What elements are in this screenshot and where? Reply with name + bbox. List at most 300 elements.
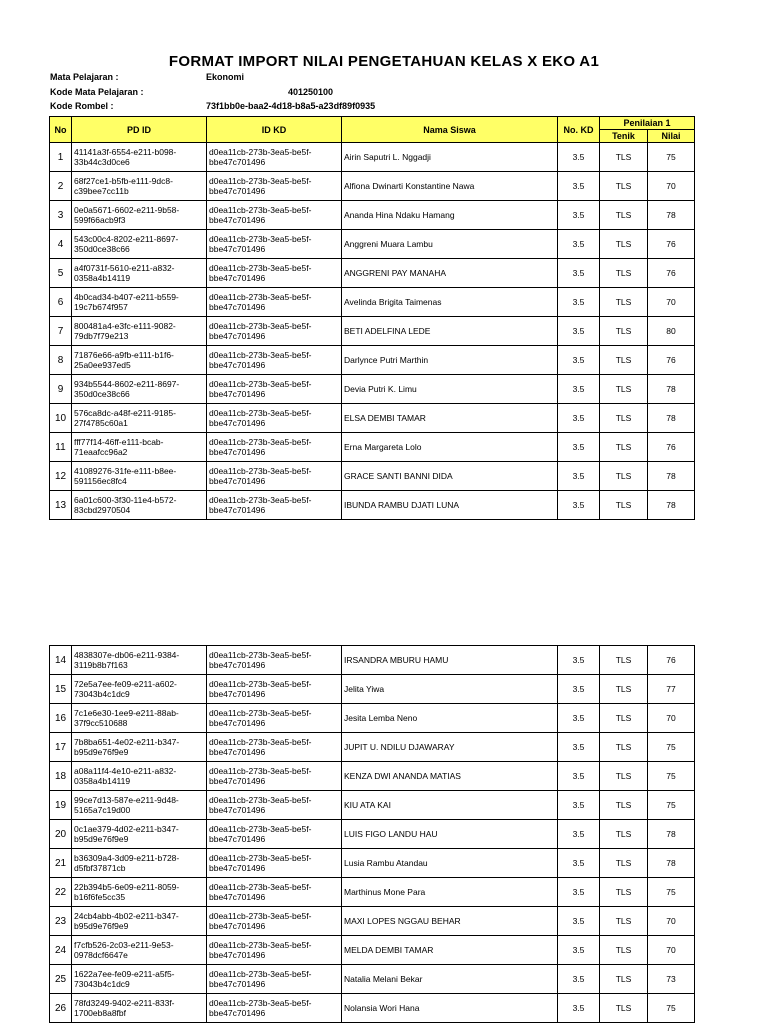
row-tenik: TLS [600,965,648,994]
table-row [50,230,695,259]
row-nama: GRACE SANTI BANNI DIDA [342,462,558,491]
row-pd-id [72,433,207,462]
pd-id-part2: 27f4785c60a1 [74,418,128,428]
row-nilai: 78 [648,404,695,433]
id-kd-part2: bbe47c701496 [209,921,266,931]
id-kd-part1: d0ea11cb-273b-3ea5-be5f- [209,708,312,718]
row-nama: Lusia Rambu Atandau [342,849,558,878]
row-id-kd [207,646,342,675]
row-tenik: TLS [600,433,648,462]
row-pd-id [72,936,207,965]
pd-id-part2: 591156ec8fc4 [74,476,127,486]
row-nama: LUIS FIGO LANDU HAU [342,820,558,849]
row-nilai: 78 [648,375,695,404]
row-pd-id [72,346,207,375]
id-kd-part2: bbe47c701496 [209,776,266,786]
row-nilai: 70 [648,907,695,936]
pd-id-part1: 7b8ba651-4e02-e211-b347- [74,737,180,747]
header-no: No [50,117,72,143]
row-no-kd: 3.5 [558,259,600,288]
row-no-kd: 3.5 [558,172,600,201]
row-pd-id [72,172,207,201]
id-kd-part2: bbe47c701496 [209,476,266,486]
row-pd-id [72,849,207,878]
pd-id-part2: 599f66acb9f3 [74,215,126,225]
pd-id-part2: 83cbd2970504 [74,505,131,515]
row-no: 3 [50,201,72,230]
row-no-kd: 3.5 [558,317,600,346]
row-pd-id [72,375,207,404]
table-row [50,675,695,704]
row-no: 12 [50,462,72,491]
row-nama: Jelita Yiwa [342,675,558,704]
row-no-kd: 3.5 [558,733,600,762]
row-nilai: 78 [648,201,695,230]
id-kd-part1: d0ea11cb-273b-3ea5-be5f- [209,795,312,805]
row-nilai: 70 [648,172,695,201]
row-nilai: 75 [648,994,695,1023]
header-pd-id: PD ID [72,117,207,143]
id-kd-part2: bbe47c701496 [209,157,266,167]
row-pd-id [72,143,207,172]
header-nama: Nama Siswa [342,117,558,143]
pd-id-part2: 33b44c3d0ce6 [74,157,130,167]
row-id-kd [207,791,342,820]
pd-id-part1: 78fd3249-9402-e211-833f- [74,998,175,1008]
row-no: 19 [50,791,72,820]
row-pd-id [72,462,207,491]
row-tenik: TLS [600,317,648,346]
pd-id-part1: b36309a4-3d09-e211-b728- [74,853,180,863]
id-kd-part1: d0ea11cb-273b-3ea5-be5f- [209,147,312,157]
row-pd-id [72,201,207,230]
row-id-kd [207,259,342,288]
id-kd-part1: d0ea11cb-273b-3ea5-be5f- [209,292,312,302]
row-nama: Darlynce Putri Marthin [342,346,558,375]
row-pd-id [72,491,207,520]
header-nilai: Nilai [648,130,695,143]
row-nama: Nolansia Wori Hana [342,994,558,1023]
row-tenik: TLS [600,704,648,733]
row-tenik: TLS [600,646,648,675]
row-id-kd [207,878,342,907]
mapel-label: Mata Pelajaran : [50,72,119,82]
row-tenik: TLS [600,201,648,230]
row-nama: ANGGRENI PAY MANAHA [342,259,558,288]
table-row [50,375,695,404]
row-tenik: TLS [600,491,648,520]
row-nilai: 78 [648,462,695,491]
row-pd-id [72,404,207,433]
kode-rombel-label: Kode Rombel : [50,101,114,111]
row-no: 16 [50,704,72,733]
row-nilai: 75 [648,791,695,820]
row-nilai: 77 [648,675,695,704]
row-nama: IRSANDRA MBURU HAMU [342,646,558,675]
page-title: FORMAT IMPORT NILAI PENGETAHUAN KELAS X EKO A1 [168,53,600,70]
row-id-kd [207,462,342,491]
row-tenik: TLS [600,733,648,762]
pd-id-part2: 5165a7c19d00 [74,805,131,815]
row-no-kd: 3.5 [558,965,600,994]
row-no: 11 [50,433,72,462]
id-kd-part2: bbe47c701496 [209,689,266,699]
pd-id-part2: 37f9cc510688 [74,718,128,728]
row-nilai: 75 [648,143,695,172]
row-nama: MELDA DEMBI TAMAR [342,936,558,965]
row-pd-id [72,878,207,907]
row-no-kd: 3.5 [558,646,600,675]
id-kd-part1: d0ea11cb-273b-3ea5-be5f- [209,969,312,979]
row-id-kd [207,675,342,704]
table-row [50,259,695,288]
row-id-kd [207,820,342,849]
row-nama: Jesita Lemba Neno [342,704,558,733]
row-nama: Airin Saputri L. Nggadji [342,143,558,172]
table-row [50,733,695,762]
table-row [50,878,695,907]
row-pd-id [72,259,207,288]
row-tenik: TLS [600,820,648,849]
pd-id-part2: 73043b4c1dc9 [74,689,130,699]
pd-id-part2: 19c7b674f957 [74,302,128,312]
row-no: 10 [50,404,72,433]
row-pd-id [72,791,207,820]
pd-id-part1: 71876e66-a9fb-e111-b1f6- [74,350,174,360]
row-pd-id [72,288,207,317]
row-pd-id [72,762,207,791]
row-no-kd: 3.5 [558,375,600,404]
kode-mapel-value: 401250100 [288,87,334,97]
table-row [50,704,695,733]
row-no: 6 [50,288,72,317]
row-no: 22 [50,878,72,907]
row-no: 15 [50,675,72,704]
row-tenik: TLS [600,462,648,491]
row-nama: KENZA DWI ANANDA MATIAS [342,762,558,791]
pd-id-part2: 0978dcf6647e [74,950,128,960]
kode-rombel-value: 73f1bb0e-baa2-4d18-b8a5-a23df89f0935 [206,101,376,111]
id-kd-part1: d0ea11cb-273b-3ea5-be5f- [209,205,312,215]
pd-id-part2: 71eaafcc96a2 [74,447,128,457]
pd-id-part1: 576ca8dc-a48f-e211-9185- [74,408,176,418]
row-nilai: 76 [648,230,695,259]
row-no: 2 [50,172,72,201]
row-no-kd: 3.5 [558,878,600,907]
row-id-kd [207,404,342,433]
id-kd-part2: bbe47c701496 [209,360,266,370]
pd-id-part1: fff77f14-46ff-e111-bcab- [74,437,164,447]
table-row [50,820,695,849]
row-id-kd [207,491,342,520]
row-no-kd: 3.5 [558,491,600,520]
row-nama: Alfiona Dwinarti Konstantine Nawa [342,172,558,201]
id-kd-part2: bbe47c701496 [209,892,266,902]
row-nama: Erna Margareta Lolo [342,433,558,462]
pd-id-part1: 6a01c600-3f30-11e4-b572- [74,495,177,505]
table-row [50,346,695,375]
header-id-kd: ID KD [207,117,342,143]
id-kd-part2: bbe47c701496 [209,660,266,670]
table-row [50,965,695,994]
row-pd-id [72,646,207,675]
row-no-kd: 3.5 [558,907,600,936]
id-kd-part2: bbe47c701496 [209,834,266,844]
row-nilai: 70 [648,704,695,733]
pd-id-part2: b95d9e76f9e9 [74,921,129,931]
id-kd-part1: d0ea11cb-273b-3ea5-be5f- [209,679,312,689]
row-no: 13 [50,491,72,520]
row-tenik: TLS [600,791,648,820]
pd-id-part2: 350d0ce38c66 [74,389,130,399]
row-tenik: TLS [600,404,648,433]
pd-id-part1: f7cfb526-2c03-e211-9e53- [74,940,174,950]
pd-id-part1: a4f0731f-5610-e211-a832- [74,263,175,273]
row-tenik: TLS [600,346,648,375]
row-nama: Marthinus Mone Para [342,878,558,907]
pd-id-part1: a08a11f4-4e10-e211-a832- [74,766,177,776]
row-nama: BETI ADELFINA LEDE [342,317,558,346]
row-id-kd [207,733,342,762]
mapel-value: Ekonomi [206,72,245,82]
row-tenik: TLS [600,288,648,317]
row-id-kd [207,230,342,259]
row-nama: Avelinda Brigita Taimenas [342,288,558,317]
row-tenik: TLS [600,849,648,878]
row-pd-id [72,317,207,346]
pd-id-part1: 800481a4-e3fc-e111-9082- [74,321,176,331]
row-id-kd [207,704,342,733]
row-no: 7 [50,317,72,346]
row-nilai: 76 [648,433,695,462]
pd-id-part2: b95d9e76f9e9 [74,834,129,844]
table-row [50,994,695,1023]
row-no-kd: 3.5 [558,849,600,878]
row-tenik: TLS [600,143,648,172]
row-id-kd [207,762,342,791]
table-row [50,288,695,317]
pd-id-part1: 934b5544-8602-e211-8697- [74,379,180,389]
id-kd-part1: d0ea11cb-273b-3ea5-be5f- [209,234,312,244]
row-no-kd: 3.5 [558,404,600,433]
row-id-kd [207,288,342,317]
id-kd-part2: bbe47c701496 [209,215,266,225]
table-row [50,849,695,878]
row-pd-id [72,733,207,762]
row-pd-id [72,994,207,1023]
pd-id-part2: 73043b4c1dc9 [74,979,130,989]
pd-id-part2: b16f6fe5cc35 [74,892,126,902]
row-nilai: 78 [648,491,695,520]
row-id-kd [207,143,342,172]
pd-id-part1: 99ce7d13-587e-e211-9d48- [74,795,179,805]
pd-id-part2: c39bee7cc11b [74,186,129,196]
pd-id-part1: 72e5a7ee-fe09-e211-a602- [74,679,177,689]
id-kd-part1: d0ea11cb-273b-3ea5-be5f- [209,263,312,273]
row-id-kd [207,936,342,965]
row-no: 23 [50,907,72,936]
row-id-kd [207,317,342,346]
row-nama: Anggreni Muara Lambu [342,230,558,259]
id-kd-part1: d0ea11cb-273b-3ea5-be5f- [209,911,312,921]
row-no: 25 [50,965,72,994]
header-penilaian: Penilaian 1 [600,117,695,130]
id-kd-part2: bbe47c701496 [209,950,266,960]
pd-id-part1: 24cb4abb-4b02-e211-b347- [74,911,179,921]
row-pd-id [72,965,207,994]
pd-id-part2: 25a0ee937ed5 [74,360,131,370]
table-row [50,791,695,820]
row-nilai: 75 [648,733,695,762]
row-nilai: 76 [648,346,695,375]
id-kd-part2: bbe47c701496 [209,244,266,254]
row-no-kd: 3.5 [558,762,600,791]
table-row [50,317,695,346]
row-nilai: 73 [648,965,695,994]
id-kd-part2: bbe47c701496 [209,447,266,457]
row-tenik: TLS [600,259,648,288]
table-row [50,936,695,965]
row-no: 8 [50,346,72,375]
pd-id-part1: 41089276-31fe-e111-b8ee- [74,466,177,476]
row-pd-id [72,704,207,733]
header-no-kd: No. KD [558,117,600,143]
row-no: 17 [50,733,72,762]
row-no-kd: 3.5 [558,994,600,1023]
row-nama: Devia Putri K. Limu [342,375,558,404]
row-no-kd: 3.5 [558,704,600,733]
row-tenik: TLS [600,936,648,965]
pd-id-part2: b95d9e76f9e9 [74,747,129,757]
row-id-kd [207,172,342,201]
row-nilai: 70 [648,936,695,965]
row-nama: Ananda Hina Ndaku Hamang [342,201,558,230]
row-id-kd [207,994,342,1023]
pd-id-part1: 41141a3f-6554-e211-b098- [74,147,177,157]
id-kd-part1: d0ea11cb-273b-3ea5-be5f- [209,824,312,834]
row-no: 4 [50,230,72,259]
row-tenik: TLS [600,994,648,1023]
row-no-kd: 3.5 [558,936,600,965]
row-nilai: 78 [648,849,695,878]
pd-id-part2: 350d0ce38c66 [74,244,130,254]
id-kd-part2: bbe47c701496 [209,186,266,196]
pd-id-part1: 22b394b5-6e09-e211-8059- [74,882,180,892]
id-kd-part2: bbe47c701496 [209,863,266,873]
row-nama: JUPIT U. NDILU DJAWARAY [342,733,558,762]
table-row [50,143,695,172]
row-no: 5 [50,259,72,288]
row-nilai: 75 [648,762,695,791]
row-id-kd [207,346,342,375]
id-kd-part1: d0ea11cb-273b-3ea5-be5f- [209,466,312,476]
pd-id-part2: d5fbf37871cb [74,863,126,873]
row-tenik: TLS [600,172,648,201]
id-kd-part1: d0ea11cb-273b-3ea5-be5f- [209,737,312,747]
row-no-kd: 3.5 [558,346,600,375]
id-kd-part1: d0ea11cb-273b-3ea5-be5f- [209,176,312,186]
table-row [50,172,695,201]
row-id-kd [207,907,342,936]
id-kd-part2: bbe47c701496 [209,1008,266,1018]
row-no: 9 [50,375,72,404]
grades-table-1 [49,116,695,520]
id-kd-part2: bbe47c701496 [209,331,266,341]
row-no-kd: 3.5 [558,462,600,491]
row-id-kd [207,375,342,404]
pd-id-part1: 4b0cad34-b407-e211-b559- [74,292,179,302]
row-tenik: TLS [600,675,648,704]
row-tenik: TLS [600,762,648,791]
table-row [50,462,695,491]
id-kd-part1: d0ea11cb-273b-3ea5-be5f- [209,853,312,863]
table-row [50,404,695,433]
pd-id-part2: 0358a4b14119 [74,273,131,283]
row-id-kd [207,201,342,230]
id-kd-part1: d0ea11cb-273b-3ea5-be5f- [209,650,312,660]
row-tenik: TLS [600,230,648,259]
row-nama: MAXI LOPES NGGAU BEHAR [342,907,558,936]
table-row [50,201,695,230]
table-row [50,907,695,936]
row-no-kd: 3.5 [558,201,600,230]
row-no-kd: 3.5 [558,820,600,849]
row-pd-id [72,675,207,704]
row-no-kd: 3.5 [558,791,600,820]
id-kd-part2: bbe47c701496 [209,418,266,428]
id-kd-part2: bbe47c701496 [209,302,266,312]
id-kd-part1: d0ea11cb-273b-3ea5-be5f- [209,321,312,331]
row-no: 24 [50,936,72,965]
id-kd-part2: bbe47c701496 [209,389,266,399]
pd-id-part2: 1700eb8a8fbf [74,1008,126,1018]
row-nilai: 70 [648,288,695,317]
pd-id-part2: 79db7f79e213 [74,331,129,341]
row-no: 18 [50,762,72,791]
row-tenik: TLS [600,907,648,936]
id-kd-part1: d0ea11cb-273b-3ea5-be5f- [209,998,312,1008]
row-pd-id [72,820,207,849]
row-nilai: 76 [648,259,695,288]
table-row [50,433,695,462]
table-row [50,646,695,675]
pd-id-part1: 68f27ce1-b5fb-e111-9dc8- [74,176,173,186]
row-nilai: 80 [648,317,695,346]
row-no-kd: 3.5 [558,675,600,704]
row-no-kd: 3.5 [558,230,600,259]
kode-mapel-label: Kode Mata Pelajaran : [50,87,144,97]
row-nama: Natalia Melani Bekar [342,965,558,994]
row-pd-id [72,230,207,259]
row-id-kd [207,433,342,462]
id-kd-part2: bbe47c701496 [209,805,266,815]
grades-table-2 [49,645,695,1023]
row-tenik: TLS [600,878,648,907]
row-no-kd: 3.5 [558,143,600,172]
pd-id-part2: 3119b8b7f163 [74,660,128,670]
header-tenik: Tenik [600,130,648,143]
id-kd-part1: d0ea11cb-273b-3ea5-be5f- [209,882,312,892]
row-id-kd [207,965,342,994]
id-kd-part1: d0ea11cb-273b-3ea5-be5f- [209,437,312,447]
id-kd-part1: d0ea11cb-273b-3ea5-be5f- [209,408,312,418]
row-pd-id [72,907,207,936]
id-kd-part1: d0ea11cb-273b-3ea5-be5f- [209,766,312,776]
row-no: 21 [50,849,72,878]
row-nama: ELSA DEMBI TAMAR [342,404,558,433]
pd-id-part2: 0358a4b14119 [74,776,131,786]
id-kd-part1: d0ea11cb-273b-3ea5-be5f- [209,379,312,389]
